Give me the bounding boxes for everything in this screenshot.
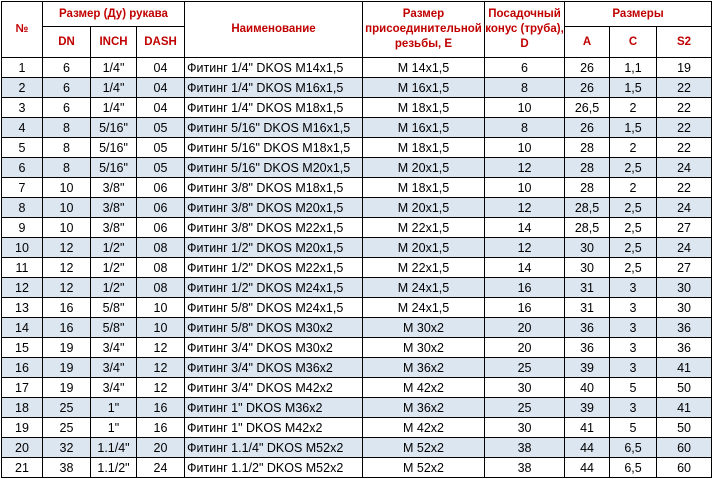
- row-dim-s2: 24: [657, 238, 712, 258]
- row-name: Фитинг 1/2" DKOS M20x1,5: [185, 238, 363, 258]
- row-num: 3: [2, 98, 43, 118]
- header-name: Наименование: [185, 2, 363, 58]
- row-dim-s2: 22: [657, 118, 712, 138]
- row-dim-c: 2: [610, 178, 657, 198]
- row-dash: 04: [137, 58, 185, 78]
- row-dim-a: 30: [565, 258, 610, 278]
- row-dim-s2: 30: [657, 278, 712, 298]
- row-inch: 1/4": [91, 98, 137, 118]
- row-num: 5: [2, 138, 43, 158]
- row-dash: 20: [137, 438, 185, 458]
- row-cone-d: 8: [485, 78, 565, 98]
- row-dim-s2: 22: [657, 178, 712, 198]
- fittings-spec-table: [1, 1, 712, 478]
- table-row: [2, 138, 712, 158]
- row-dim-a: 44: [565, 438, 610, 458]
- row-inch: 3/4": [91, 338, 137, 358]
- row-num: 6: [2, 158, 43, 178]
- row-dash: 24: [137, 458, 185, 478]
- row-name: Фитинг 3/8" DKOS M22x1,5: [185, 218, 363, 238]
- row-dash: 06: [137, 218, 185, 238]
- row-dim-s2: 22: [657, 138, 712, 158]
- table-row: [2, 238, 712, 258]
- table-row: [2, 378, 712, 398]
- row-name: Фитинг 1.1/2" DKOS M52x2: [185, 458, 363, 478]
- row-num: 16: [2, 358, 43, 378]
- row-dash: 05: [137, 158, 185, 178]
- row-dim-a: 44: [565, 458, 610, 478]
- table-row: [2, 438, 712, 458]
- row-num: 2: [2, 78, 43, 98]
- row-cone-d: 25: [485, 358, 565, 378]
- row-dim-a: 39: [565, 398, 610, 418]
- row-dim-s2: 27: [657, 218, 712, 238]
- row-dim-s2: 41: [657, 398, 712, 418]
- header-dash: DASH: [137, 27, 185, 58]
- row-dim-c: 3: [610, 318, 657, 338]
- row-num: 1: [2, 58, 43, 78]
- row-name: Фитинг 1/4" DKOS M14x1,5: [185, 58, 363, 78]
- row-inch: 5/16": [91, 138, 137, 158]
- row-dn: 12: [43, 258, 91, 278]
- row-dn: 6: [43, 98, 91, 118]
- row-dim-c: 2,5: [610, 198, 657, 218]
- row-inch: 3/8": [91, 178, 137, 198]
- row-inch: 1": [91, 418, 137, 438]
- row-dim-c: 3: [610, 338, 657, 358]
- row-name: Фитинг 3/8" DKOS M20x1,5: [185, 198, 363, 218]
- row-dim-c: 2: [610, 98, 657, 118]
- row-dash: 08: [137, 258, 185, 278]
- row-name: Фитинг 5/16" DKOS M20x1,5: [185, 158, 363, 178]
- row-thread: M 52x2: [363, 438, 485, 458]
- row-dim-a: 26: [565, 118, 610, 138]
- row-dim-a: 41: [565, 418, 610, 438]
- header-num: №: [2, 2, 43, 58]
- row-dn: 10: [43, 218, 91, 238]
- table-row: [2, 318, 712, 338]
- row-dim-s2: 50: [657, 418, 712, 438]
- row-dim-c: 6,5: [610, 458, 657, 478]
- row-dash: 16: [137, 398, 185, 418]
- table-row: [2, 338, 712, 358]
- header-size-du: Размер (Ду) рукава: [43, 2, 185, 27]
- row-inch: 3/4": [91, 358, 137, 378]
- row-dash: 12: [137, 358, 185, 378]
- row-thread: M 22x1,5: [363, 258, 485, 278]
- table-row: [2, 358, 712, 378]
- row-thread: M 14x1,5: [363, 58, 485, 78]
- row-num: 17: [2, 378, 43, 398]
- row-num: 11: [2, 258, 43, 278]
- row-thread: M 20x1,5: [363, 198, 485, 218]
- table-row: [2, 158, 712, 178]
- table-row: [2, 198, 712, 218]
- row-cone-d: 16: [485, 278, 565, 298]
- row-dim-a: 28: [565, 138, 610, 158]
- row-num: 4: [2, 118, 43, 138]
- row-name: Фитинг 1/2" DKOS M24x1,5: [185, 278, 363, 298]
- row-dn: 19: [43, 378, 91, 398]
- row-cone-d: 12: [485, 158, 565, 178]
- row-dash: 05: [137, 138, 185, 158]
- row-thread: M 16x1,5: [363, 118, 485, 138]
- row-dim-s2: 50: [657, 378, 712, 398]
- row-thread: M 42x2: [363, 378, 485, 398]
- row-dim-c: 2,5: [610, 238, 657, 258]
- header-thread: Размер присоединительной резьбы, E: [363, 2, 485, 58]
- row-name: Фитинг 5/16" DKOS M18x1,5: [185, 138, 363, 158]
- row-num: 18: [2, 398, 43, 418]
- row-dash: 12: [137, 338, 185, 358]
- row-cone-d: 30: [485, 378, 565, 398]
- row-inch: 5/8": [91, 298, 137, 318]
- row-cone-d: 30: [485, 418, 565, 438]
- row-dn: 32: [43, 438, 91, 458]
- row-name: Фитинг 1/4" DKOS M16x1,5: [185, 78, 363, 98]
- row-name: Фитинг 3/4" DKOS M42x2: [185, 378, 363, 398]
- table-row: [2, 218, 712, 238]
- row-dim-a: 28: [565, 158, 610, 178]
- table-row: [2, 258, 712, 278]
- row-name: Фитинг 1" DKOS M42x2: [185, 418, 363, 438]
- row-dim-a: 30: [565, 238, 610, 258]
- row-dim-a: 26: [565, 78, 610, 98]
- row-dim-a: 26: [565, 58, 610, 78]
- row-cone-d: 38: [485, 438, 565, 458]
- row-dash: 10: [137, 318, 185, 338]
- row-thread: M 18x1,5: [363, 98, 485, 118]
- row-dash: 08: [137, 238, 185, 258]
- row-cone-d: 14: [485, 258, 565, 278]
- row-name: Фитинг 1/2" DKOS M22x1,5: [185, 258, 363, 278]
- row-cone-d: 16: [485, 298, 565, 318]
- row-dim-a: 28: [565, 178, 610, 198]
- row-dim-c: 5: [610, 378, 657, 398]
- row-name: Фитинг 5/8" DKOS M30x2: [185, 318, 363, 338]
- row-thread: M 22x1,5: [363, 218, 485, 238]
- row-dim-c: 2,5: [610, 158, 657, 178]
- row-dim-s2: 27: [657, 258, 712, 278]
- row-dn: 10: [43, 198, 91, 218]
- row-cone-d: 14: [485, 218, 565, 238]
- row-dash: 04: [137, 98, 185, 118]
- row-dim-s2: 36: [657, 318, 712, 338]
- row-dim-c: 3: [610, 398, 657, 418]
- row-dn: 8: [43, 138, 91, 158]
- row-thread: M 20x1,5: [363, 238, 485, 258]
- row-inch: 3/8": [91, 198, 137, 218]
- table-row: [2, 58, 712, 78]
- row-dash: 06: [137, 198, 185, 218]
- row-dim-s2: 36: [657, 338, 712, 358]
- row-dim-a: 36: [565, 318, 610, 338]
- row-cone-d: 10: [485, 98, 565, 118]
- row-num: 9: [2, 218, 43, 238]
- row-dn: 25: [43, 398, 91, 418]
- row-dim-c: 1,1: [610, 58, 657, 78]
- row-dim-c: 2,5: [610, 218, 657, 238]
- row-thread: M 20x1,5: [363, 158, 485, 178]
- row-dn: 12: [43, 238, 91, 258]
- row-dn: 8: [43, 118, 91, 138]
- row-dim-c: 1,5: [610, 78, 657, 98]
- row-dim-c: 3: [610, 358, 657, 378]
- row-inch: 1/4": [91, 78, 137, 98]
- row-cone-d: 12: [485, 238, 565, 258]
- row-dim-a: 28,5: [565, 218, 610, 238]
- row-num: 8: [2, 198, 43, 218]
- row-num: 12: [2, 278, 43, 298]
- row-cone-d: 20: [485, 318, 565, 338]
- row-thread: M 24x1,5: [363, 298, 485, 318]
- header-s2: S2: [657, 27, 712, 58]
- row-dim-s2: 24: [657, 158, 712, 178]
- row-dn: 16: [43, 298, 91, 318]
- row-thread: M 30x2: [363, 338, 485, 358]
- row-thread: M 36x2: [363, 358, 485, 378]
- table-row: [2, 278, 712, 298]
- row-dim-s2: 41: [657, 358, 712, 378]
- row-dim-s2: 19: [657, 58, 712, 78]
- row-thread: M 18x1,5: [363, 178, 485, 198]
- row-dim-s2: 30: [657, 298, 712, 318]
- row-thread: M 52x2: [363, 458, 485, 478]
- row-inch: 5/16": [91, 118, 137, 138]
- row-num: 15: [2, 338, 43, 358]
- table-body: [2, 58, 712, 478]
- row-inch: 5/16": [91, 158, 137, 178]
- row-name: Фитинг 1" DKOS M36x2: [185, 398, 363, 418]
- row-num: 20: [2, 438, 43, 458]
- row-num: 14: [2, 318, 43, 338]
- row-dim-a: 26,5: [565, 98, 610, 118]
- row-dash: 10: [137, 298, 185, 318]
- row-dim-c: 3: [610, 298, 657, 318]
- row-dim-c: 3: [610, 278, 657, 298]
- header-cone: Посадочный конус (труба), D: [485, 2, 565, 58]
- row-inch: 3/8": [91, 218, 137, 238]
- row-inch: 1.1/2": [91, 458, 137, 478]
- row-dn: 25: [43, 418, 91, 438]
- table-row: [2, 98, 712, 118]
- row-num: 19: [2, 418, 43, 438]
- table-row: [2, 458, 712, 478]
- row-thread: M 18x1,5: [363, 138, 485, 158]
- header-inch: INCH: [91, 27, 137, 58]
- row-thread: M 24x1,5: [363, 278, 485, 298]
- header-a: A: [565, 27, 610, 58]
- row-thread: M 36x2: [363, 398, 485, 418]
- row-inch: 1/2": [91, 238, 137, 258]
- row-dash: 08: [137, 278, 185, 298]
- row-name: Фитинг 3/4" DKOS M30x2: [185, 338, 363, 358]
- row-cone-d: 8: [485, 118, 565, 138]
- row-dn: 16: [43, 318, 91, 338]
- row-thread: M 16x1,5: [363, 78, 485, 98]
- row-dash: 06: [137, 178, 185, 198]
- row-num: 7: [2, 178, 43, 198]
- header-dims: Размеры: [565, 2, 712, 27]
- row-name: Фитинг 1/4" DKOS M18x1,5: [185, 98, 363, 118]
- table-row: [2, 298, 712, 318]
- row-dn: 6: [43, 58, 91, 78]
- row-num: 10: [2, 238, 43, 258]
- row-cone-d: 38: [485, 458, 565, 478]
- table-row: [2, 178, 712, 198]
- row-dim-s2: 60: [657, 458, 712, 478]
- row-name: Фитинг 5/8" DKOS M24x1,5: [185, 298, 363, 318]
- row-dn: 19: [43, 358, 91, 378]
- header-c: C: [610, 27, 657, 58]
- row-name: Фитинг 3/4" DKOS M36x2: [185, 358, 363, 378]
- row-dim-a: 36: [565, 338, 610, 358]
- row-cone-d: 20: [485, 338, 565, 358]
- row-num: 21: [2, 458, 43, 478]
- table-row: [2, 398, 712, 418]
- row-dim-a: 39: [565, 358, 610, 378]
- row-thread: M 42x2: [363, 418, 485, 438]
- row-cone-d: 10: [485, 178, 565, 198]
- row-dim-c: 2,5: [610, 258, 657, 278]
- row-cone-d: 12: [485, 198, 565, 218]
- row-dim-s2: 24: [657, 198, 712, 218]
- row-dn: 10: [43, 178, 91, 198]
- row-cone-d: 6: [485, 58, 565, 78]
- row-dn: 6: [43, 78, 91, 98]
- row-inch: 1": [91, 398, 137, 418]
- row-inch: 5/8": [91, 318, 137, 338]
- table-row: [2, 418, 712, 438]
- header-dn: DN: [43, 27, 91, 58]
- row-dim-a: 28,5: [565, 198, 610, 218]
- row-dim-a: 40: [565, 378, 610, 398]
- table-row: [2, 78, 712, 98]
- row-inch: 1.1/4": [91, 438, 137, 458]
- row-name: Фитинг 3/8" DKOS M18x1,5: [185, 178, 363, 198]
- row-dim-a: 31: [565, 278, 610, 298]
- row-dim-c: 5: [610, 418, 657, 438]
- row-inch: 3/4": [91, 378, 137, 398]
- row-num: 13: [2, 298, 43, 318]
- row-inch: 1/4": [91, 58, 137, 78]
- row-inch: 1/2": [91, 278, 137, 298]
- row-dn: 8: [43, 158, 91, 178]
- row-dim-c: 6,5: [610, 438, 657, 458]
- row-dash: 04: [137, 78, 185, 98]
- row-dn: 19: [43, 338, 91, 358]
- row-name: Фитинг 1.1/4" DKOS M52x2: [185, 438, 363, 458]
- row-dim-s2: 60: [657, 438, 712, 458]
- row-cone-d: 25: [485, 398, 565, 418]
- row-dash: 12: [137, 378, 185, 398]
- row-dim-a: 31: [565, 298, 610, 318]
- table-row: [2, 118, 712, 138]
- row-inch: 1/2": [91, 258, 137, 278]
- row-dn: 12: [43, 278, 91, 298]
- row-dim-c: 1,5: [610, 118, 657, 138]
- row-cone-d: 10: [485, 138, 565, 158]
- row-thread: M 30x2: [363, 318, 485, 338]
- row-name: Фитинг 5/16" DKOS M16x1,5: [185, 118, 363, 138]
- row-dn: 38: [43, 458, 91, 478]
- row-dim-s2: 22: [657, 78, 712, 98]
- row-dim-c: 2: [610, 138, 657, 158]
- row-dash: 16: [137, 418, 185, 438]
- row-dash: 05: [137, 118, 185, 138]
- row-dim-s2: 22: [657, 98, 712, 118]
